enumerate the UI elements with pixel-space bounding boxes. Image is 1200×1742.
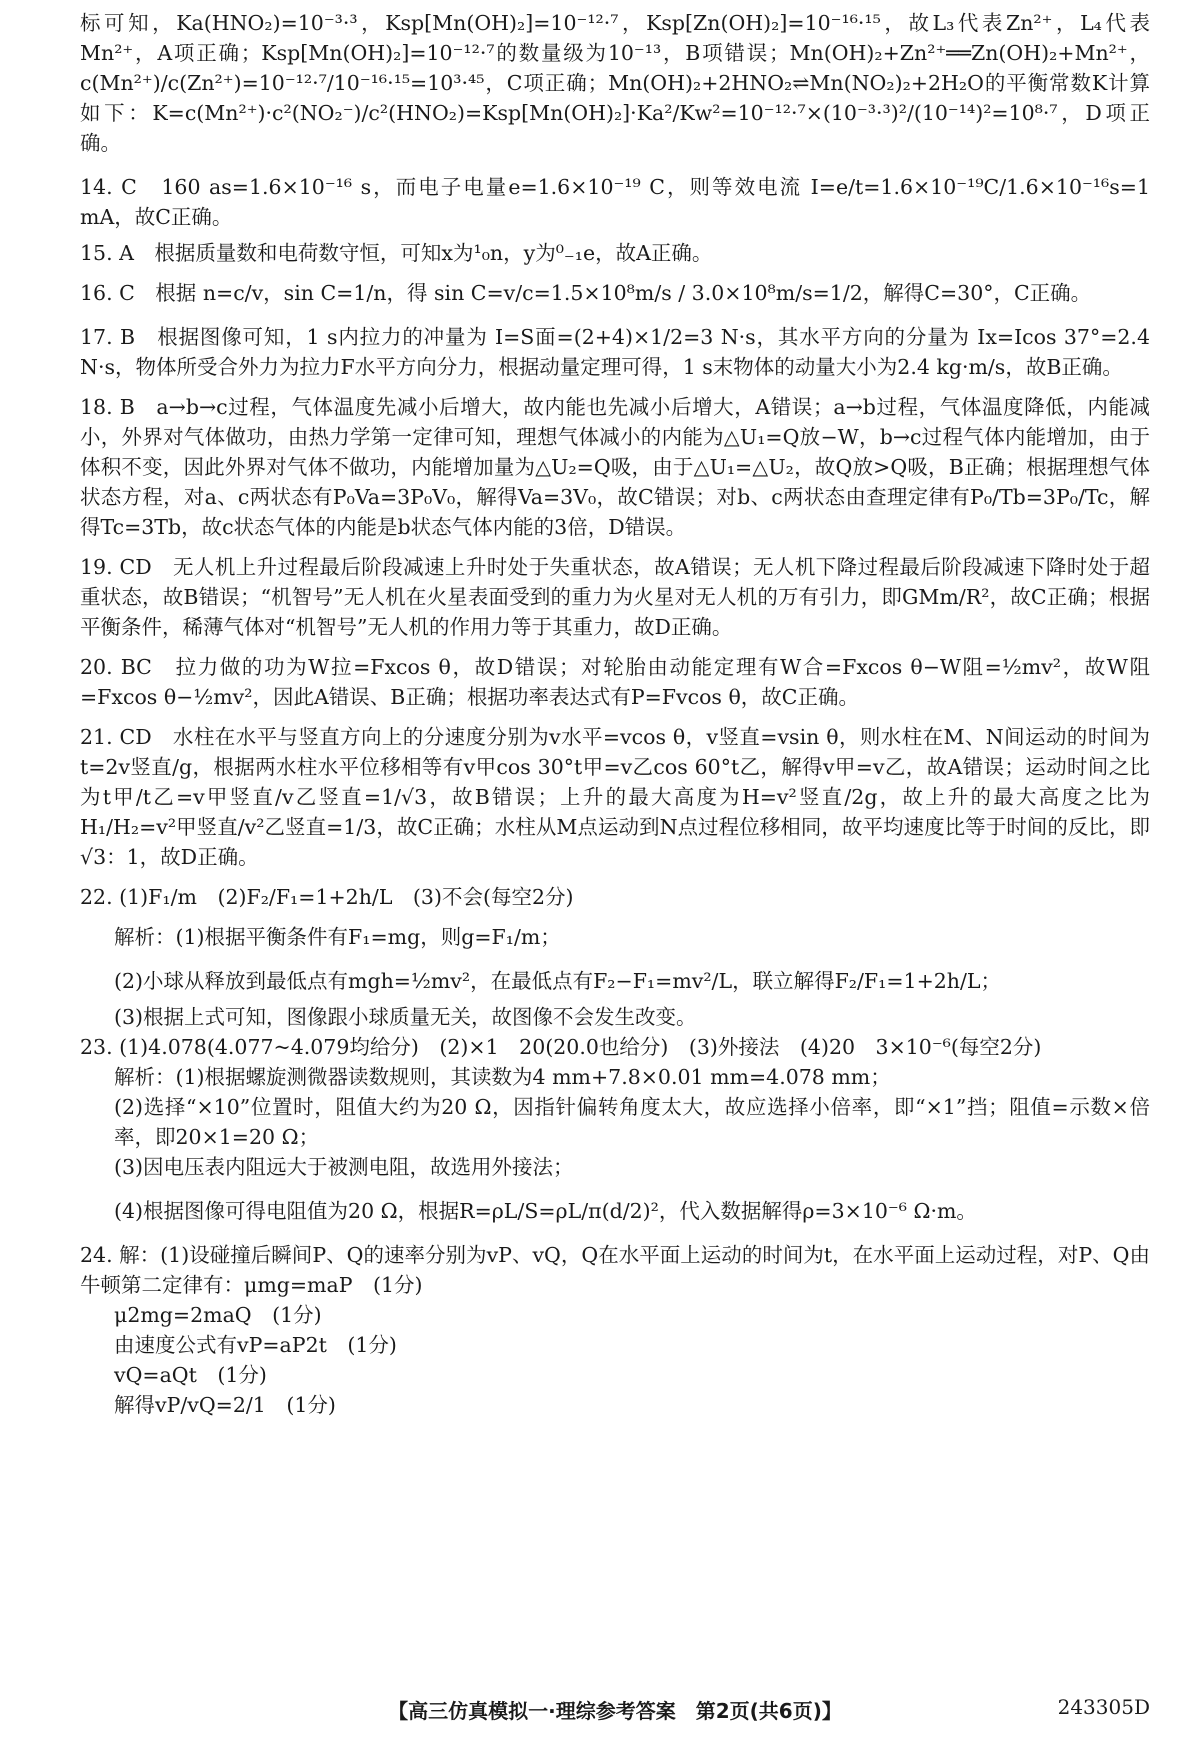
text-line: 20. BC 拉力做的功为W拉=Fxcos θ，故D错误；对轮胎由动能定理有W合=Fxcos θ−W阻=½mv²，故W阻=Fxcos θ−½mv²，因此A错误、B正确；根据功率表达式有P=Fvcos θ，故C正确。: [80, 655, 1150, 709]
footer-code: 243305D: [1057, 1695, 1150, 1719]
text-line: 24. 解：(1)设碰撞后瞬间P、Q的速率分别为vP、vQ，Q在水平面上运动的时间为t，在水平面上运动过程，对P、Q由牛顿第二定律有：μmg=maP (1分): [80, 1243, 1150, 1297]
text-line: 解析：(1)根据平衡条件有F₁=mg，则g=F₁/m；: [114, 925, 561, 949]
text-line: μ2mg=2maQ (1分): [114, 1303, 322, 1327]
text-line: 标可知，Ka(HNO₂)=10⁻³·³，Ksp[Mn(OH)₂]=10⁻¹²·⁷，Ksp[Zn(OH)₂]=10⁻¹⁶·¹⁵，故L₃代表Zn²⁺，L₄代表Mn²⁺，A项正确；Ksp[Mn(OH)₂]=10⁻¹²·⁷的数量级为10⁻¹³，B项错误；Mn(OH)₂+Zn²⁺══Zn(OH)₂+Mn²⁺，c(Mn²⁺)/c(Zn²⁺)=10⁻¹²·⁷/10⁻¹⁶·¹⁵=10³·⁴⁵，C项正确；Mn(OH)₂+2HNO₂⇌Mn(NO₂)₂+2H₂O的平衡常数K计算如下：K=c(Mn²⁺)·c²(NO₂⁻)/c²(HNO₂)=Ksp[Mn(OH)₂]·Ka²/Kw²=10⁻¹²·⁷×(10⁻³·³)²/(10⁻¹⁴)²=10⁸·⁷，D项正确。: [80, 11, 1150, 155]
text-line: 17. B 根据图像可知，1 s内拉力的冲量为 I=S面=(2+4)×1/2=3 N·s，其水平方向的分量为 Ix=Icos 37°=2.4 N·s，物体所受合外力为拉力F水平方向分力，根据动量定理可得，1 s末物体的动量大小为2.4 kg·m/s，故B正确。: [80, 325, 1150, 379]
text-line: 由速度公式有vP=aP2t (1分): [114, 1333, 397, 1357]
page-footer: [80, 1695, 1150, 1731]
text-line: 解析：(1)根据螺旋测微器读数规则，其读数为4 mm+7.8×0.01 mm=4.078 mm；: [114, 1065, 891, 1089]
text-line: 15. A 根据质量数和电荷数守恒，可知x为¹₀n，y为⁰₋₁e，故A正确。: [80, 241, 713, 265]
text-line: (4)根据图像可得电阻值为20 Ω，根据R=ρL/S=ρL/π(d/2)²，代入数据解得ρ=3×10⁻⁶ Ω·m。: [114, 1199, 977, 1223]
text-line: 23. (1)4.078(4.077~4.079均给分) (2)×1 20(20.0也给分) (3)外接法 (4)20 3×10⁻⁶(每空2分): [80, 1035, 1042, 1059]
text-line: (2)小球从释放到最低点有mgh=½mv²，在最低点有F₂−F₁=mv²/L，联立解得F₂/F₁=1+2h/L；: [114, 969, 1002, 993]
text-line: vQ=aQt (1分): [114, 1363, 267, 1387]
text-line: 18. B a→b→c过程，气体温度先减小后增大，故内能也先减小后增大，A错误；a→b过程，气体温度降低，内能减小，外界对气体做功，由热力学第一定律可知，理想气体减小的内能为△U₁=Q放−W，b→c过程气体内能增加，由于体积不变，因此外界对气体不做功，内能增加量为△U₂=Q吸，由于△U₁=△U₂，故Q放>Q吸，B正确；根据理想气体状态方程，对a、c两状态有P₀Va=3P₀V₀，解得Va=3V₀，故C错误；对b、c两状态由查理定律有P₀/Tb=3P₀/Tc，解得Tc=3Tb，故c状态气体的内能是b状态气体内能的3倍，D错误。: [80, 395, 1150, 539]
text-line: 19. CD 无人机上升过程最后阶段减速上升时处于失重状态，故A错误；无人机下降过程最后阶段减速下降时处于超重状态，故B错误；“机智号”无人机在火星表面受到的重力为火星对无人机的万有引力，即GMm/R²，故C正确；根据平衡条件，稀薄气体对“机智号”无人机的作用力等于其重力，故D正确。: [80, 555, 1150, 639]
text-line: 22. (1)F₁/m (2)F₂/F₁=1+2h/L (3)不会(每空2分): [80, 885, 574, 909]
text-line: 解得vP/vQ=2/1 (1分): [114, 1393, 336, 1417]
text-line: (2)选择“×10”位置时，阻值大约为20 Ω，因指针偏转角度太大，故应选择小倍率，即“×1”挡；阻值=示数×倍率，即20×1=20 Ω；: [114, 1095, 1150, 1149]
answer-document: [80, 8, 1150, 1420]
text-line: (3)因电压表内阻远大于被测电阻，故选用外接法；: [114, 1155, 574, 1179]
text-line: 21. CD 水柱在水平与竖直方向上的分速度分别为v水平=vcos θ，v竖直=vsin θ，则水柱在M、N间运动的时间为t=2v竖直/g，根据两水柱水平位移相等有v甲cos 30°t甲=v乙cos 60°t乙，解得v甲=v乙，故A错误；运动时间之比为t甲/t乙=v甲竖直/v乙竖直=1/√3，故B错误；上升的最大高度为H=v²竖直/2g，故上升的最大高度之比为H₁/H₂=v²甲竖直/v²乙竖直=1/3，故C正确；水柱从M点运动到N点过程位移相同，故平均速度比等于时间的反比，即√3：1，故D正确。: [80, 725, 1150, 869]
text-line: 14. C 160 as=1.6×10⁻¹⁶ s，而电子电量e=1.6×10⁻¹⁹ C，则等效电流 I=e/t=1.6×10⁻¹⁹C/1.6×10⁻¹⁶s=1 mA，故C正确。: [80, 175, 1150, 229]
text-line: (3)根据上式可知，图像跟小球质量无关，故图像不会发生改变。: [114, 1005, 697, 1029]
footer-title: 【高三仿真模拟一·理综参考答案 第2页(共6页)】: [388, 1699, 842, 1723]
text-line: 16. C 根据 n=c/v，sin C=1/n，得 sin C=v/c=1.5×10⁸m/s / 3.0×10⁸m/s=1/2，解得C=30°，C正确。: [80, 281, 1092, 305]
